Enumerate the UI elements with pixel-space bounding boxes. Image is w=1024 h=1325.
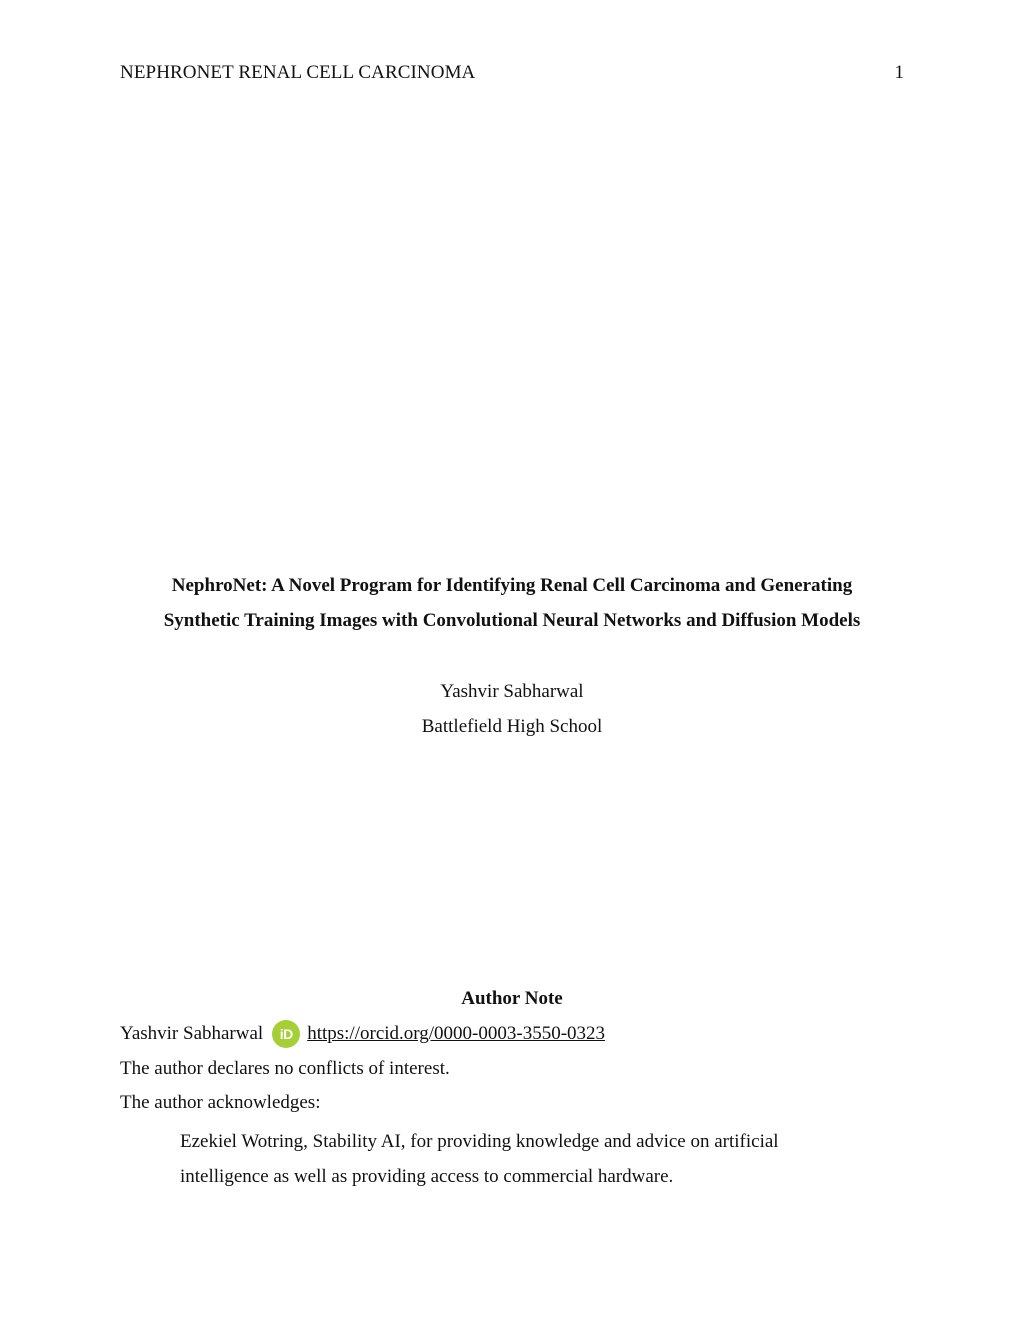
orcid-id-icon[interactable]: iD: [272, 1020, 300, 1048]
running-head: NEPHRONET RENAL CELL CARCINOMA: [120, 62, 476, 83]
byline: [60, 674, 964, 744]
acknowledgements-intro: The author acknowledges:: [120, 1092, 321, 1113]
note-author-name: Yashvir Sabharwal: [120, 1023, 264, 1044]
acknowledgements-text: [180, 1124, 779, 1194]
orcid-line: [120, 1020, 605, 1048]
title-line-2: Synthetic Training Images with Convolutional Neural Networks and Diffusion Models: [163, 610, 861, 631]
author-name: Yashvir Sabharwal: [440, 681, 584, 702]
title-line-1: NephroNet: A Novel Program for Identifying Renal Cell Carcinoma and Generating: [171, 575, 853, 596]
ack-line-1: Ezekiel Wotring, Stability AI, for providing knowledge and advice on artificial: [180, 1131, 779, 1152]
author-affiliation: Battlefield High School: [421, 716, 603, 737]
orcid-link[interactable]: https://orcid.org/0000-0003-3550-0323: [307, 1023, 606, 1044]
paper-title: [60, 568, 964, 638]
conflicts-statement: The author declares no conflicts of interest.: [120, 1058, 450, 1079]
ack-line-2: intelligence as well as providing access to commercial hardware.: [180, 1166, 674, 1187]
author-note-heading: Author Note: [461, 988, 563, 1009]
page-number: 1: [894, 62, 904, 83]
